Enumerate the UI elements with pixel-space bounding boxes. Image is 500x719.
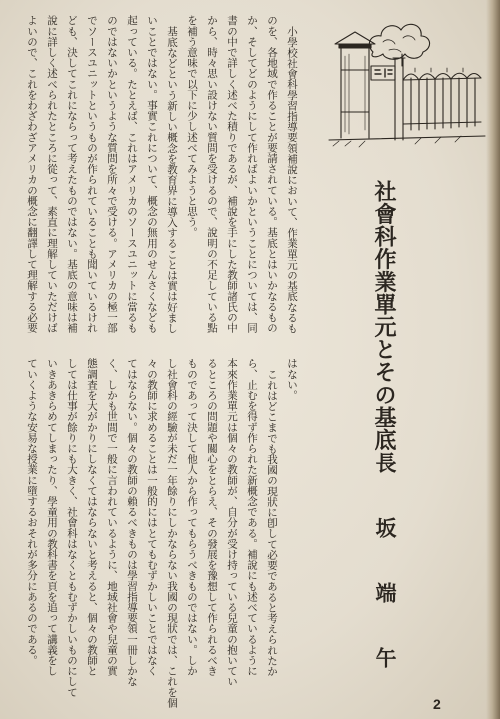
page-number: 2 (433, 696, 441, 712)
text-column: ものであって決して他人から作ってもらうべきものではない。しか (186, 358, 198, 676)
text-column: これはどこまでも我國の現狀に卽して必要であると考えられたか (266, 368, 278, 676)
text-column: いきあきらめてしまったり、學童用の教科書を頁を追って講義をし (46, 358, 58, 676)
text-column: 小學校社會科學習指導要領補說において、作業單元の基底なるも (286, 25, 298, 333)
text-column: ていくような安易な授業に墮するおそれが多分にあるのである。 (26, 358, 38, 666)
text-column: 態調査を大がかりにしなくてはならないと考えると、個々の教師と (86, 358, 98, 676)
text-column: し社會科の經驗が未だ一年餘りにしかならない我國の現狀では、これを個 (166, 358, 178, 708)
text-column: 々の教師に求めることは一般的にはとてもむずかしいことではなく (146, 358, 158, 676)
text-column: 起っている。たとえば、これはアメリカのソースユニットに當るも (126, 15, 138, 333)
text-column: よいので、これをわざわざアメリカの概念に翻譯して理解する必要 (26, 15, 38, 333)
text-column: ら、止むを得ず作られた新概念である。補說にも述べているように (246, 358, 258, 676)
school-gate-illustration (325, 8, 490, 153)
text-column: はない。 (286, 358, 298, 401)
author-name: 長坂端午 (373, 452, 398, 712)
upper-text-block (22, 15, 302, 335)
text-column: てはならない。個々の教師の賴るべきものは學習指導要領一冊しかな (126, 358, 138, 687)
text-column: 本來作業單元は個々の教師が、自分が受け持っている兒童の抱いてい (226, 358, 238, 687)
text-column: のではないかというような質問を所々で受ける。アメリカの極一部 (106, 15, 118, 333)
lower-text-block (22, 358, 302, 708)
text-column: 書の中で詳しく述べた積りであるが、補說を手にした教師諸氏の中 (226, 15, 238, 333)
text-column: く、しかも世間で一般に言われているように、地域社會や兒童の實 (106, 358, 118, 676)
text-column: から、時々思い設けない質問を受けるので、說明の不足している點 (206, 15, 218, 333)
text-column: 說に詳しく述べられたところに從って、素直に理解していただけば (46, 15, 58, 333)
text-column: るところの問題や關心をとらえ、その發展を豫想して作られるべき (206, 358, 218, 676)
text-column: しては仕事が餘りにも大きく、社會科はなくともむずかしいものにして (66, 358, 78, 698)
text-column: を補う意味で以下に少し述べてみようと思う。 (186, 15, 198, 238)
text-column: ども、決してこれにならって考えたものではない。基底の意味は補 (66, 15, 78, 333)
text-column: か、そしてどのようにして作ればよいかということについては、同 (246, 15, 258, 333)
text-column: いことではない。事實これについて、概念の無用のせんさくなども (146, 15, 158, 333)
text-column: でソースユニットというものが作られていることも聞いているけれ (86, 15, 98, 333)
article-title: 社會科作業單元とその基底 (371, 180, 397, 452)
text-column: のを、各地域で作ることが要請されている。基底とはいかなるもの (266, 15, 278, 333)
text-column: 基底などという新しい概念を教育界に導入することは實は好まし (166, 25, 178, 333)
